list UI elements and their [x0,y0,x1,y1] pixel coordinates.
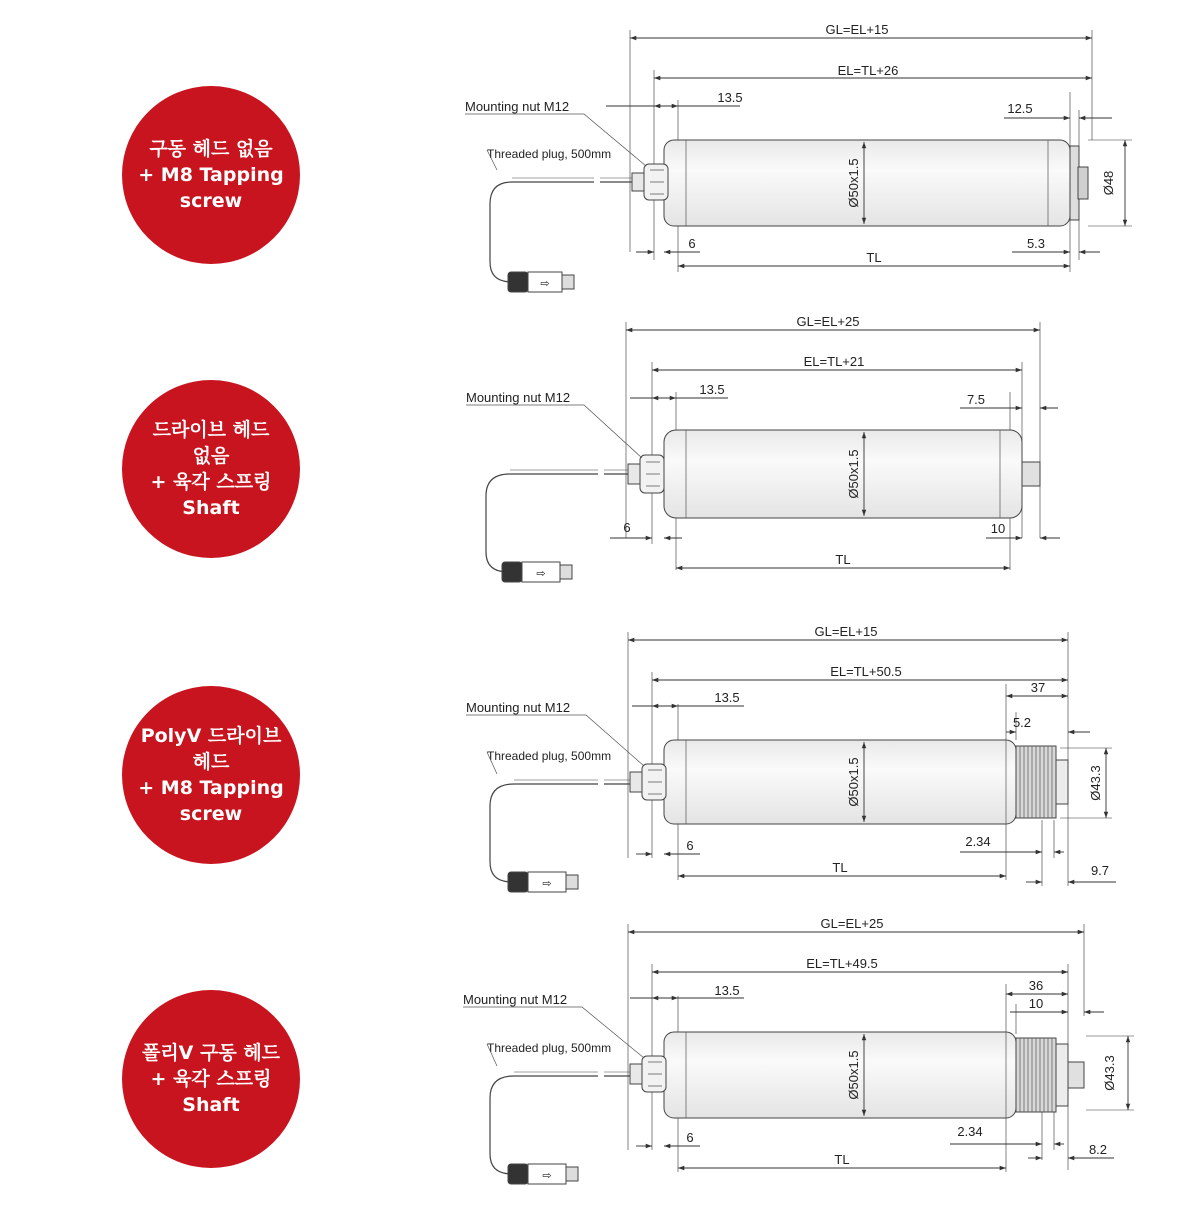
mounting-nut [630,1056,666,1092]
mounting-nut-label: Mounting nut M12 [465,99,570,114]
el-dimension: EL=TL+49.5 [806,956,878,971]
gl-dimension: GL=EL+15 [814,624,878,639]
end-length-dimension: 8.2 [1088,1142,1108,1157]
badge-line: Shaft [182,1094,240,1116]
mounting-nut [630,764,666,800]
mounting-nut-label: Mounting nut M12 [466,700,571,715]
el-dimension: EL=TL+50.5 [830,664,902,679]
tl-dimension: TL [834,1152,850,1167]
left-offset-dimension: 13.5 [714,690,740,705]
tl-dimension: TL [866,250,882,265]
end-diameter: Ø43.3 [1102,1055,1117,1091]
threaded-plug-label: Threaded plug, 500mm [487,749,612,763]
hex-shaft [1022,462,1040,486]
tube-diameter: Ø50x1.5 [846,449,861,499]
badge-line: 없음 [192,445,230,467]
badge-line: PolyV 드라이브 [140,725,282,747]
mounting-nut-label: Mounting nut M12 [466,390,571,405]
bottom-left-dimension: 6 [686,838,694,853]
drawing-variant-2 [466,314,1060,582]
bottom-right-dimension: 10 [990,521,1006,536]
arrow-icon: ⇨ [540,278,550,290]
bottom-left-dimension: 6 [686,1130,694,1145]
connector-plug [508,1164,578,1184]
el-dimension: EL=TL+21 [803,354,865,369]
tube-diameter: Ø50x1.5 [846,158,861,208]
connector-plug [508,872,578,892]
drawing-variant-1 [465,22,1132,292]
gl-dimension: GL=EL+25 [796,314,860,329]
left-offset-dimension: 13.5 [717,90,743,105]
polyv-drive-head [1016,1038,1084,1112]
badge-line: 구동 헤드 없음 [149,138,273,160]
roller-tube [664,1032,1016,1118]
roller-tube [664,740,1016,824]
hex-shaft [1068,1062,1084,1088]
threaded-plug-label: Threaded plug, 500mm [487,147,612,161]
groove-dimension: 2.34 [957,1124,983,1139]
tl-dimension: TL [835,552,851,567]
roller-tube [664,140,1070,226]
connector-plug [508,272,574,292]
gl-dimension: GL=EL+15 [825,22,889,37]
badge-line: 헤드 [192,751,230,773]
polyv-drive-head [1016,746,1068,818]
groove-dimension: 2.34 [965,834,991,849]
drawing-variant-4 [463,916,1134,1184]
end-length-dimension: 9.7 [1090,863,1110,878]
badge-line: + 육각 스프링 [150,471,272,493]
arrow-icon: ⇨ [536,568,546,580]
badge-line: 폴리V 구동 헤드 [141,1042,281,1064]
end-diameter: Ø43.3 [1088,765,1103,801]
right-offset-dimension: 7.5 [966,392,986,407]
badge-line: + M8 Tapping [138,164,284,186]
mounting-nut [628,455,664,493]
mounting-nut-label: Mounting nut M12 [463,992,568,1007]
head-gap-dimension: 10 [1028,996,1044,1011]
right-offset-dimension: 12.5 [1007,101,1033,116]
gl-dimension: GL=EL+25 [820,916,884,931]
bottom-left-dimension: 6 [688,236,696,251]
badge-line: + 육각 스프링 [150,1068,272,1090]
tl-dimension: TL [832,860,848,875]
badge-line: Shaft [182,497,240,519]
connector-plug [502,562,572,582]
badge-line: + M8 Tapping [138,777,284,799]
bottom-right-dimension: 5.3 [1026,236,1046,251]
mounting-nut [632,164,668,200]
el-dimension: EL=TL+26 [837,63,899,78]
arrow-icon: ⇨ [542,1170,552,1182]
badge-line: screw [179,803,243,825]
tube-diameter: Ø50x1.5 [846,1050,861,1100]
badge-line: screw [179,190,243,212]
threaded-plug-label: Threaded plug, 500mm [487,1041,612,1055]
head-gap-dimension: 5.2 [1012,715,1032,730]
head-length-dimension: 37 [1030,680,1046,695]
badge-line: 드라이브 헤드 [152,419,270,441]
end-diameter: Ø48 [1101,170,1116,196]
tube-diameter: Ø50x1.5 [846,757,861,807]
head-length-dimension: 36 [1028,978,1044,993]
left-offset-dimension: 13.5 [699,382,725,397]
left-offset-dimension: 13.5 [714,983,740,998]
drawing-variant-3 [466,624,1116,892]
bottom-left-dimension: 6 [623,520,631,535]
roller-tube [664,430,1022,518]
arrow-icon: ⇨ [542,878,552,890]
